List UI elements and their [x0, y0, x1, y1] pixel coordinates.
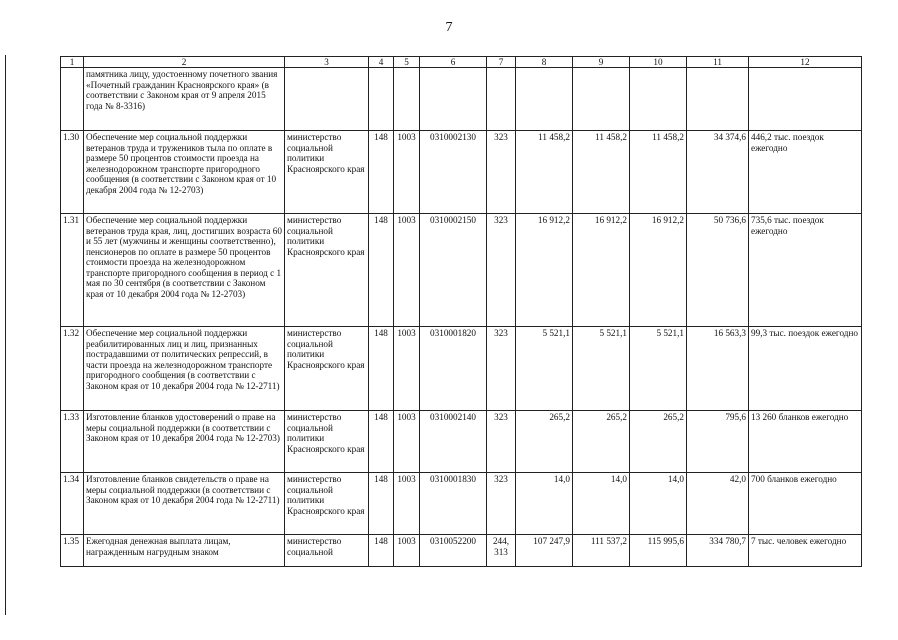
table-row [61, 327, 862, 411]
cell-description: памятника лицу, удостоенному почетного звания «Почетный гражданин Красноярского края» (в соответствии с Законом края от 9 апреля 2015 года № 8-3316) [84, 68, 285, 131]
cell-amount-9: 5 521,1 [573, 327, 630, 411]
cell-amount-10: 5 521,1 [630, 327, 687, 411]
column-header: 8 [516, 57, 573, 68]
cell-code-4: 148 [369, 535, 394, 567]
cell-code-6: 0310002140 [420, 411, 487, 473]
cell-code-6: 0310001830 [420, 473, 487, 535]
cell-amount-9: 14,0 [573, 473, 630, 535]
cell-result: 735,6 тыс. поездок ежегодно [749, 214, 862, 327]
cell-amount-10: 115 995,6 [630, 535, 687, 567]
column-header: 5 [394, 57, 420, 68]
cell-executor: министерство социальной политики Красноярского края [285, 214, 369, 327]
cell-code-4: 148 [369, 327, 394, 411]
cell-empty [573, 68, 630, 131]
cell-code-7: 244, 313 [487, 535, 516, 567]
cell-empty [516, 68, 573, 131]
cell-code-5: 1003 [394, 411, 420, 473]
cell-amount-11: 16 563,3 [687, 327, 749, 411]
cell-empty [687, 68, 749, 131]
cell-executor: министерство социальной [285, 535, 369, 567]
cell-row-number: 1.34 [61, 473, 84, 535]
cell-amount-9: 265,2 [573, 411, 630, 473]
cell-code-7: 323 [487, 131, 516, 214]
cell-empty [420, 68, 487, 131]
column-header: 7 [487, 57, 516, 68]
cell-row-number: 1.33 [61, 411, 84, 473]
cell-description: Ежегодная денежная выплата лицам, награжденным нагрудным знаком [84, 535, 285, 567]
cell-amount-10: 14,0 [630, 473, 687, 535]
cell-executor: министерство социальной политики Красноярского края [285, 327, 369, 411]
cell-row-number: 1.30 [61, 131, 84, 214]
cell-empty [749, 68, 862, 131]
cell-amount-8: 107 247,9 [516, 535, 573, 567]
cell-code-5: 1003 [394, 535, 420, 567]
cell-executor: министерство социальной политики Красноярского края [285, 473, 369, 535]
page-edge-line [5, 55, 6, 615]
cell-code-5: 1003 [394, 327, 420, 411]
cell-empty [285, 68, 369, 131]
table-row [61, 535, 862, 567]
cell-amount-11: 34 374,6 [687, 131, 749, 214]
cell-result: 700 бланков ежегодно [749, 473, 862, 535]
table-header-row [61, 57, 862, 68]
cell-amount-8: 14,0 [516, 473, 573, 535]
cell-description: Изготовление бланков удостоверений о праве на меры социальной поддержки (в соответствии с Законом края от 10 декабря 2004 года № 12-2703) [84, 411, 285, 473]
cell-result: 7 тыс. человек ежегодно [749, 535, 862, 567]
column-header: 6 [420, 57, 487, 68]
cell-empty [487, 68, 516, 131]
cell-amount-11: 50 736,6 [687, 214, 749, 327]
table-row [61, 411, 862, 473]
cell-code-7: 323 [487, 327, 516, 411]
cell-code-7: 323 [487, 473, 516, 535]
cell-code-6: 0310002130 [420, 131, 487, 214]
cell-empty [630, 68, 687, 131]
cell-executor: министерство социальной политики Красноярского края [285, 411, 369, 473]
column-header: 3 [285, 57, 369, 68]
cell-amount-9: 111 537,2 [573, 535, 630, 567]
cell-executor: министерство социальной политики Красноярского края [285, 131, 369, 214]
cell-code-4: 148 [369, 411, 394, 473]
cell-amount-10: 265,2 [630, 411, 687, 473]
cell-amount-8: 5 521,1 [516, 327, 573, 411]
cell-row-number: 1.35 [61, 535, 84, 567]
cell-description: Обеспечение мер социальной поддержки ветеранов труда края, лиц, достигших возраста 60 и 55 лет (мужчины и женщины соответственно), пенсионеров по оплате в размере 50 процентов стоимости проезда на железнодорожном транспорте пригородного сообщения в период с 1 мая по 30 сентября (в соответствии с Законом края от 10 декабря 2004 года № 12-2703) [84, 214, 285, 327]
cell-code-5: 1003 [394, 131, 420, 214]
cell-row-number: 1.32 [61, 327, 84, 411]
cell-amount-9: 11 458,2 [573, 131, 630, 214]
cell-description: Обеспечение мер социальной поддержки реабилитированных лиц и лиц, признанных пострадавшими от политических репрессий, в части проезда на железнодорожном транспорте пригородного сообщения (в соответствии с Законом края от 10 декабря 2004 года № 12-2711) [84, 327, 285, 411]
cell-description: Изготовление бланков свидетельств о праве на меры социальной поддержки (в соответствии с Законом края от 10 декабря 2004 года № 12-2711) [84, 473, 285, 535]
table-row [61, 214, 862, 327]
cell-amount-11: 795,6 [687, 411, 749, 473]
cell-amount-11: 42,0 [687, 473, 749, 535]
cell-empty [394, 68, 420, 131]
page-number: 7 [445, 20, 453, 35]
column-header: 11 [687, 57, 749, 68]
cell-amount-11: 334 780,7 [687, 535, 749, 567]
cell-amount-9: 16 912,2 [573, 214, 630, 327]
column-header: 4 [369, 57, 394, 68]
cell-amount-8: 11 458,2 [516, 131, 573, 214]
cell-code-5: 1003 [394, 214, 420, 327]
cell-code-5: 1003 [394, 473, 420, 535]
column-header: 2 [84, 57, 285, 68]
cell-code-7: 323 [487, 214, 516, 327]
cell-result: 13 260 бланков ежегодно [749, 411, 862, 473]
cell-code-4: 148 [369, 214, 394, 327]
cell-code-6: 0310002150 [420, 214, 487, 327]
column-header: 9 [573, 57, 630, 68]
table-row [61, 473, 862, 535]
table-row [61, 131, 862, 214]
cell-description: Обеспечение мер социальной поддержки ветеранов труда и тружеников тыла по оплате в размере 50 процентов стоимости проезда на железнодорожном транспорте пригородного сообщения (в соответствии с Законом края от 10 декабря 2004 года № 12-2703) [84, 131, 285, 214]
column-header: 10 [630, 57, 687, 68]
cell-empty [61, 68, 84, 131]
cell-code-4: 148 [369, 131, 394, 214]
cell-row-number: 1.31 [61, 214, 84, 327]
table-row-continuation [61, 68, 862, 131]
cell-code-7: 323 [487, 411, 516, 473]
column-header: 12 [749, 57, 862, 68]
budget-table [60, 56, 862, 567]
cell-amount-8: 265,2 [516, 411, 573, 473]
cell-amount-10: 16 912,2 [630, 214, 687, 327]
cell-empty [369, 68, 394, 131]
cell-result: 99,3 тыс. поездок ежегодно [749, 327, 862, 411]
cell-amount-8: 16 912,2 [516, 214, 573, 327]
cell-code-6: 0310052200 [420, 535, 487, 567]
cell-code-4: 148 [369, 473, 394, 535]
column-header: 1 [61, 57, 84, 68]
cell-code-6: 0310001820 [420, 327, 487, 411]
cell-amount-10: 11 458,2 [630, 131, 687, 214]
cell-result: 446,2 тыс. поездок ежегодно [749, 131, 862, 214]
